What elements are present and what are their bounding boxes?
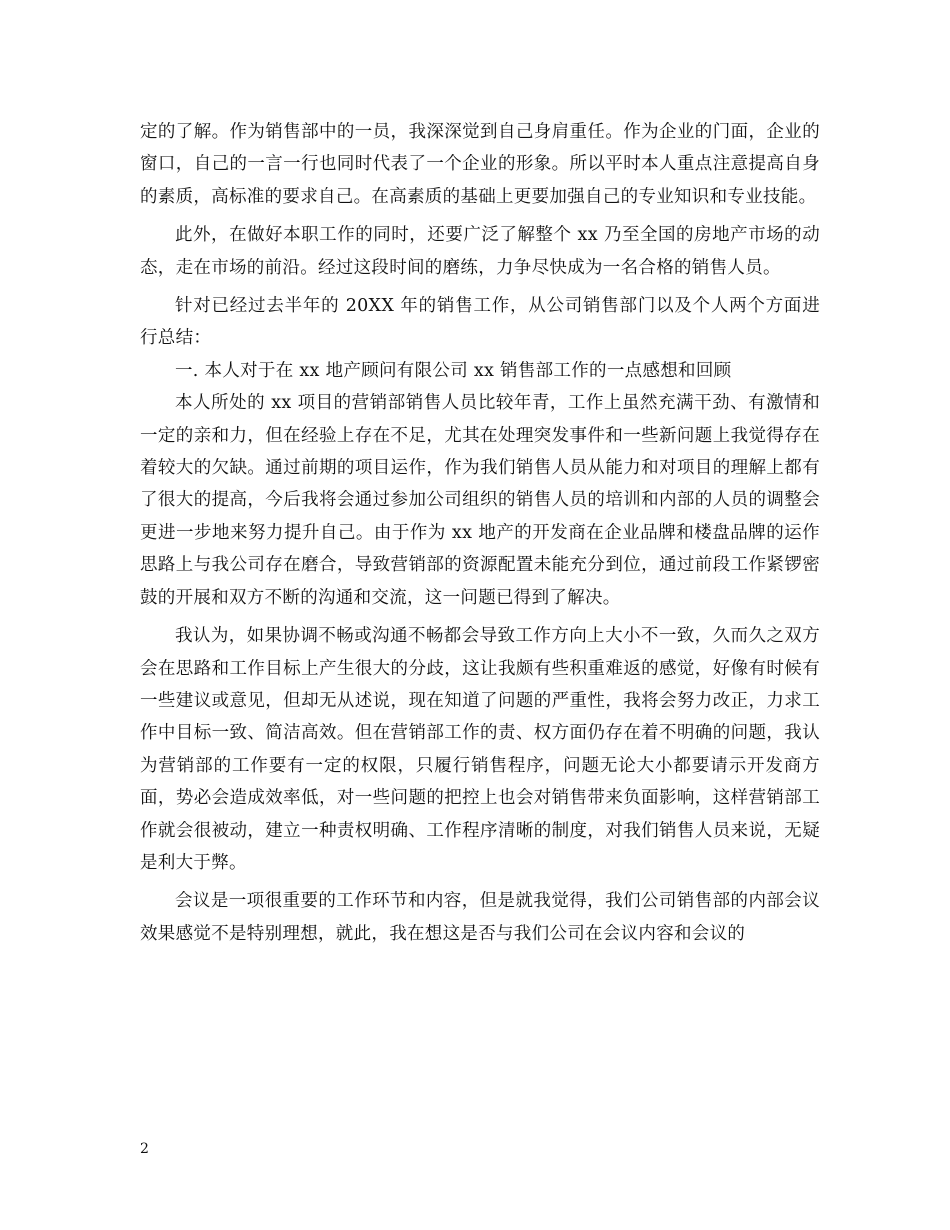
paragraph-6: 会议是一项很重要的工作环节和内容，但是就我觉得，我们公司销售部的内部会议效果感觉不是特别理想，就此，我在想这是否与我们公司在会议内容和会议的 [140,891,820,944]
paragraph-1: 定的了解。作为销售部中的一员，我深深觉到自己身肩重任。作为企业的门面，企业的窗口，自己的一言一行也同时代表了一个企业的形象。所以平时本人重点注意提高自身的素质，高标准的要求自己。在高素质的基础上更要加强自己的专业知识和专业技能。 [140,122,820,207]
paragraph-2: 此外，在做好本职工作的同时，还要广泛了解整个 xx 乃至全国的房地产市场的动态，走在市场的前沿。经过这段时间的磨练，力争尽快成为一名合格的销售人员。 [140,225,820,278]
document-body [140,116,820,950]
paragraph-5: 我认为，如果协调不畅或沟通不畅都会导致工作方向上大小不一致，久而久之双方会在思路和工作目标上产生很大的分歧，这让我颇有些积重难返的感觉，好像有时候有一些建议或意见，但却无从述说，现在知道了问题的严重性，我将会努力改正，力求工作中目标一致、简洁高效。但在营销部工作的责、权方面仍存在着不明确的问题，我认为营销部的工作要有一定的权限，只履行销售程序，问题无论大小都要请示开发商方面，势必会造成效率低，对一些问题的把控上也会对销售带来负面影响，这样营销部工作就会很被动，建立一种责权明确、工作程序清晰的制度，对我们销售人员来说，无疑是利大于弊。 [140,626,820,873]
page-number: 2 [140,1141,149,1157]
paragraph-4: 本人所处的 xx 项目的营销部销售人员比较年青，工作上虽然充满干劲、有激情和一定的亲和力，但在经验上存在不足，尤其在处理突发事件和一些新问题上我觉得存在着较大的欠缺。通过前期的项目运作，作为我们销售人员从能力和对项目的理解上都有了很大的提高，今后我将会通过参加公司组织的销售人员的培训和内部的人员的调整会更进一步地来努力提升自己。由于作为 xx 地产的开发商在企业品牌和楼盘品牌的运作思路上与我公司存在磨合，导致营销部的资源配置未能充分到位，通过前段工作紧锣密鼓的开展和双方不断的沟通和交流，这一问题已得到了解决。 [140,393,820,608]
section-heading: 一. 本人对于在 xx 地产顾问有限公司 xx 销售部工作的一点感想和回顾 [175,360,732,381]
paragraph-3: 针对已经过去半年的 20XX 年的销售工作，从公司销售部门以及个人两个方面进行总结： [140,296,820,349]
